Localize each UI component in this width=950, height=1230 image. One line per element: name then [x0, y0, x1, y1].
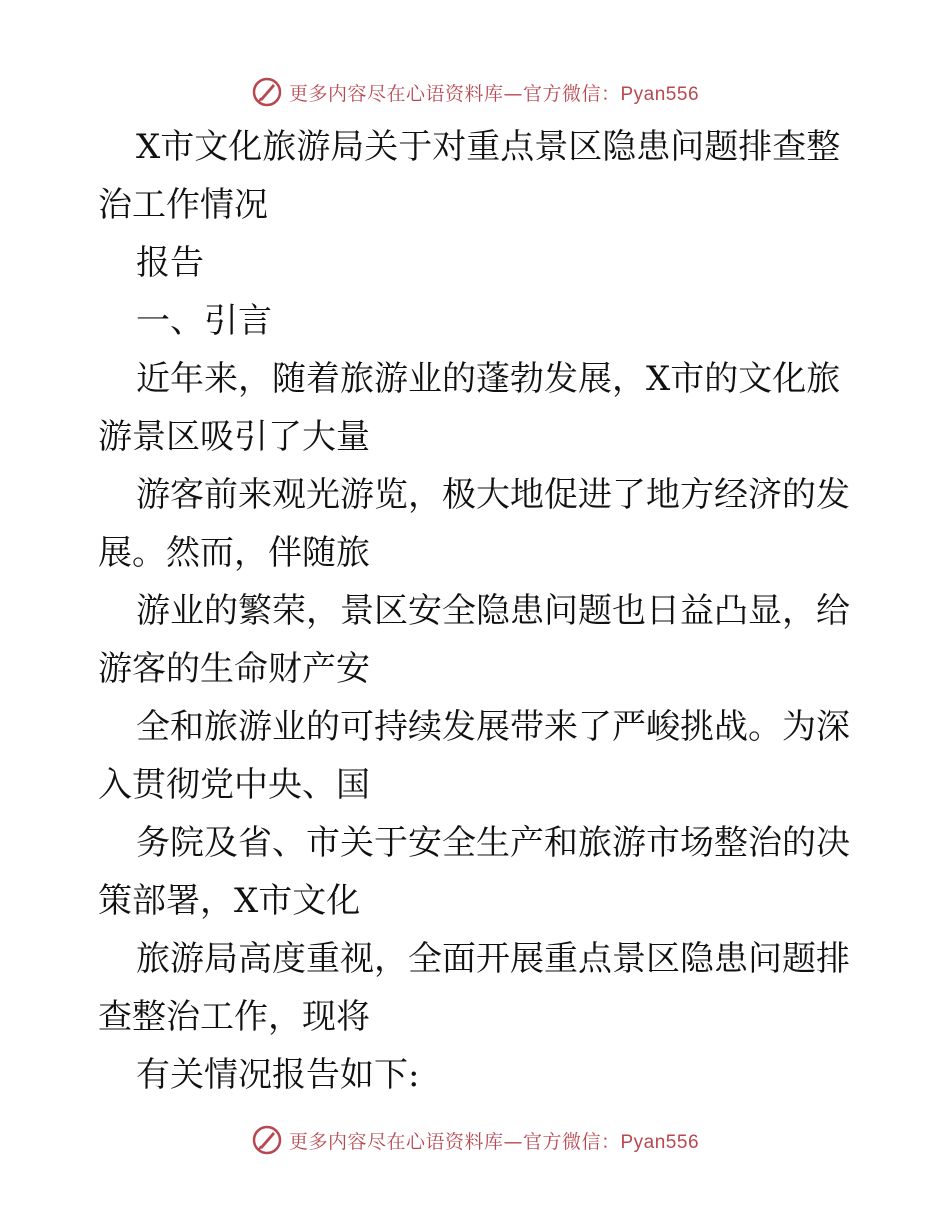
watermark-text	[289, 79, 699, 106]
watermark-wechat-label: 官方微信：	[522, 82, 621, 105]
quill-logo-icon	[251, 76, 283, 108]
watermark-site: 更多内容尽在心语资料库	[288, 82, 504, 105]
doc-title: X市文化旅游局关于对重点景区隐患问题排查整治工作情况	[98, 127, 841, 225]
watermark-header	[0, 72, 950, 112]
paragraph: 游客前来观光游览，极大地促进了地方经济的发展。然而，伴随旅	[98, 475, 850, 573]
watermark-wechat-id: Pyan556	[620, 1131, 700, 1153]
paragraph: 有关情况报告如下:	[136, 1055, 420, 1095]
watermark-text	[289, 1127, 699, 1154]
quill-logo-icon	[251, 1124, 283, 1156]
paragraph: 全和旅游业的可持续发展带来了严峻挑战。为深入贯彻党中央、国	[98, 707, 850, 805]
watermark-site: 更多内容尽在心语资料库	[288, 1130, 504, 1153]
paragraph: 旅游局高度重视，全面开展重点景区隐患问题排查整治工作，现将	[98, 939, 850, 1037]
document-body	[98, 118, 858, 1104]
watermark-footer	[0, 1120, 950, 1160]
watermark-wechat-id: Pyan556	[620, 83, 700, 105]
watermark-wechat-label: 官方微信：	[522, 1130, 621, 1153]
section-heading: 一、引言	[136, 301, 272, 341]
paragraph: 游业的繁荣，景区安全隐患问题也日益凸显，给游客的生命财产安	[98, 591, 850, 689]
paragraph: 务院及省、市关于安全生产和旅游市场整治的决策部署，X市文化	[98, 823, 850, 921]
paragraph: 近年来，随着旅游业的蓬勃发展，X市的文化旅游景区吸引了大量	[98, 359, 841, 457]
watermark-dash: —	[503, 82, 523, 105]
doc-subtitle: 报告	[136, 243, 204, 283]
watermark-dash: —	[503, 1130, 523, 1153]
